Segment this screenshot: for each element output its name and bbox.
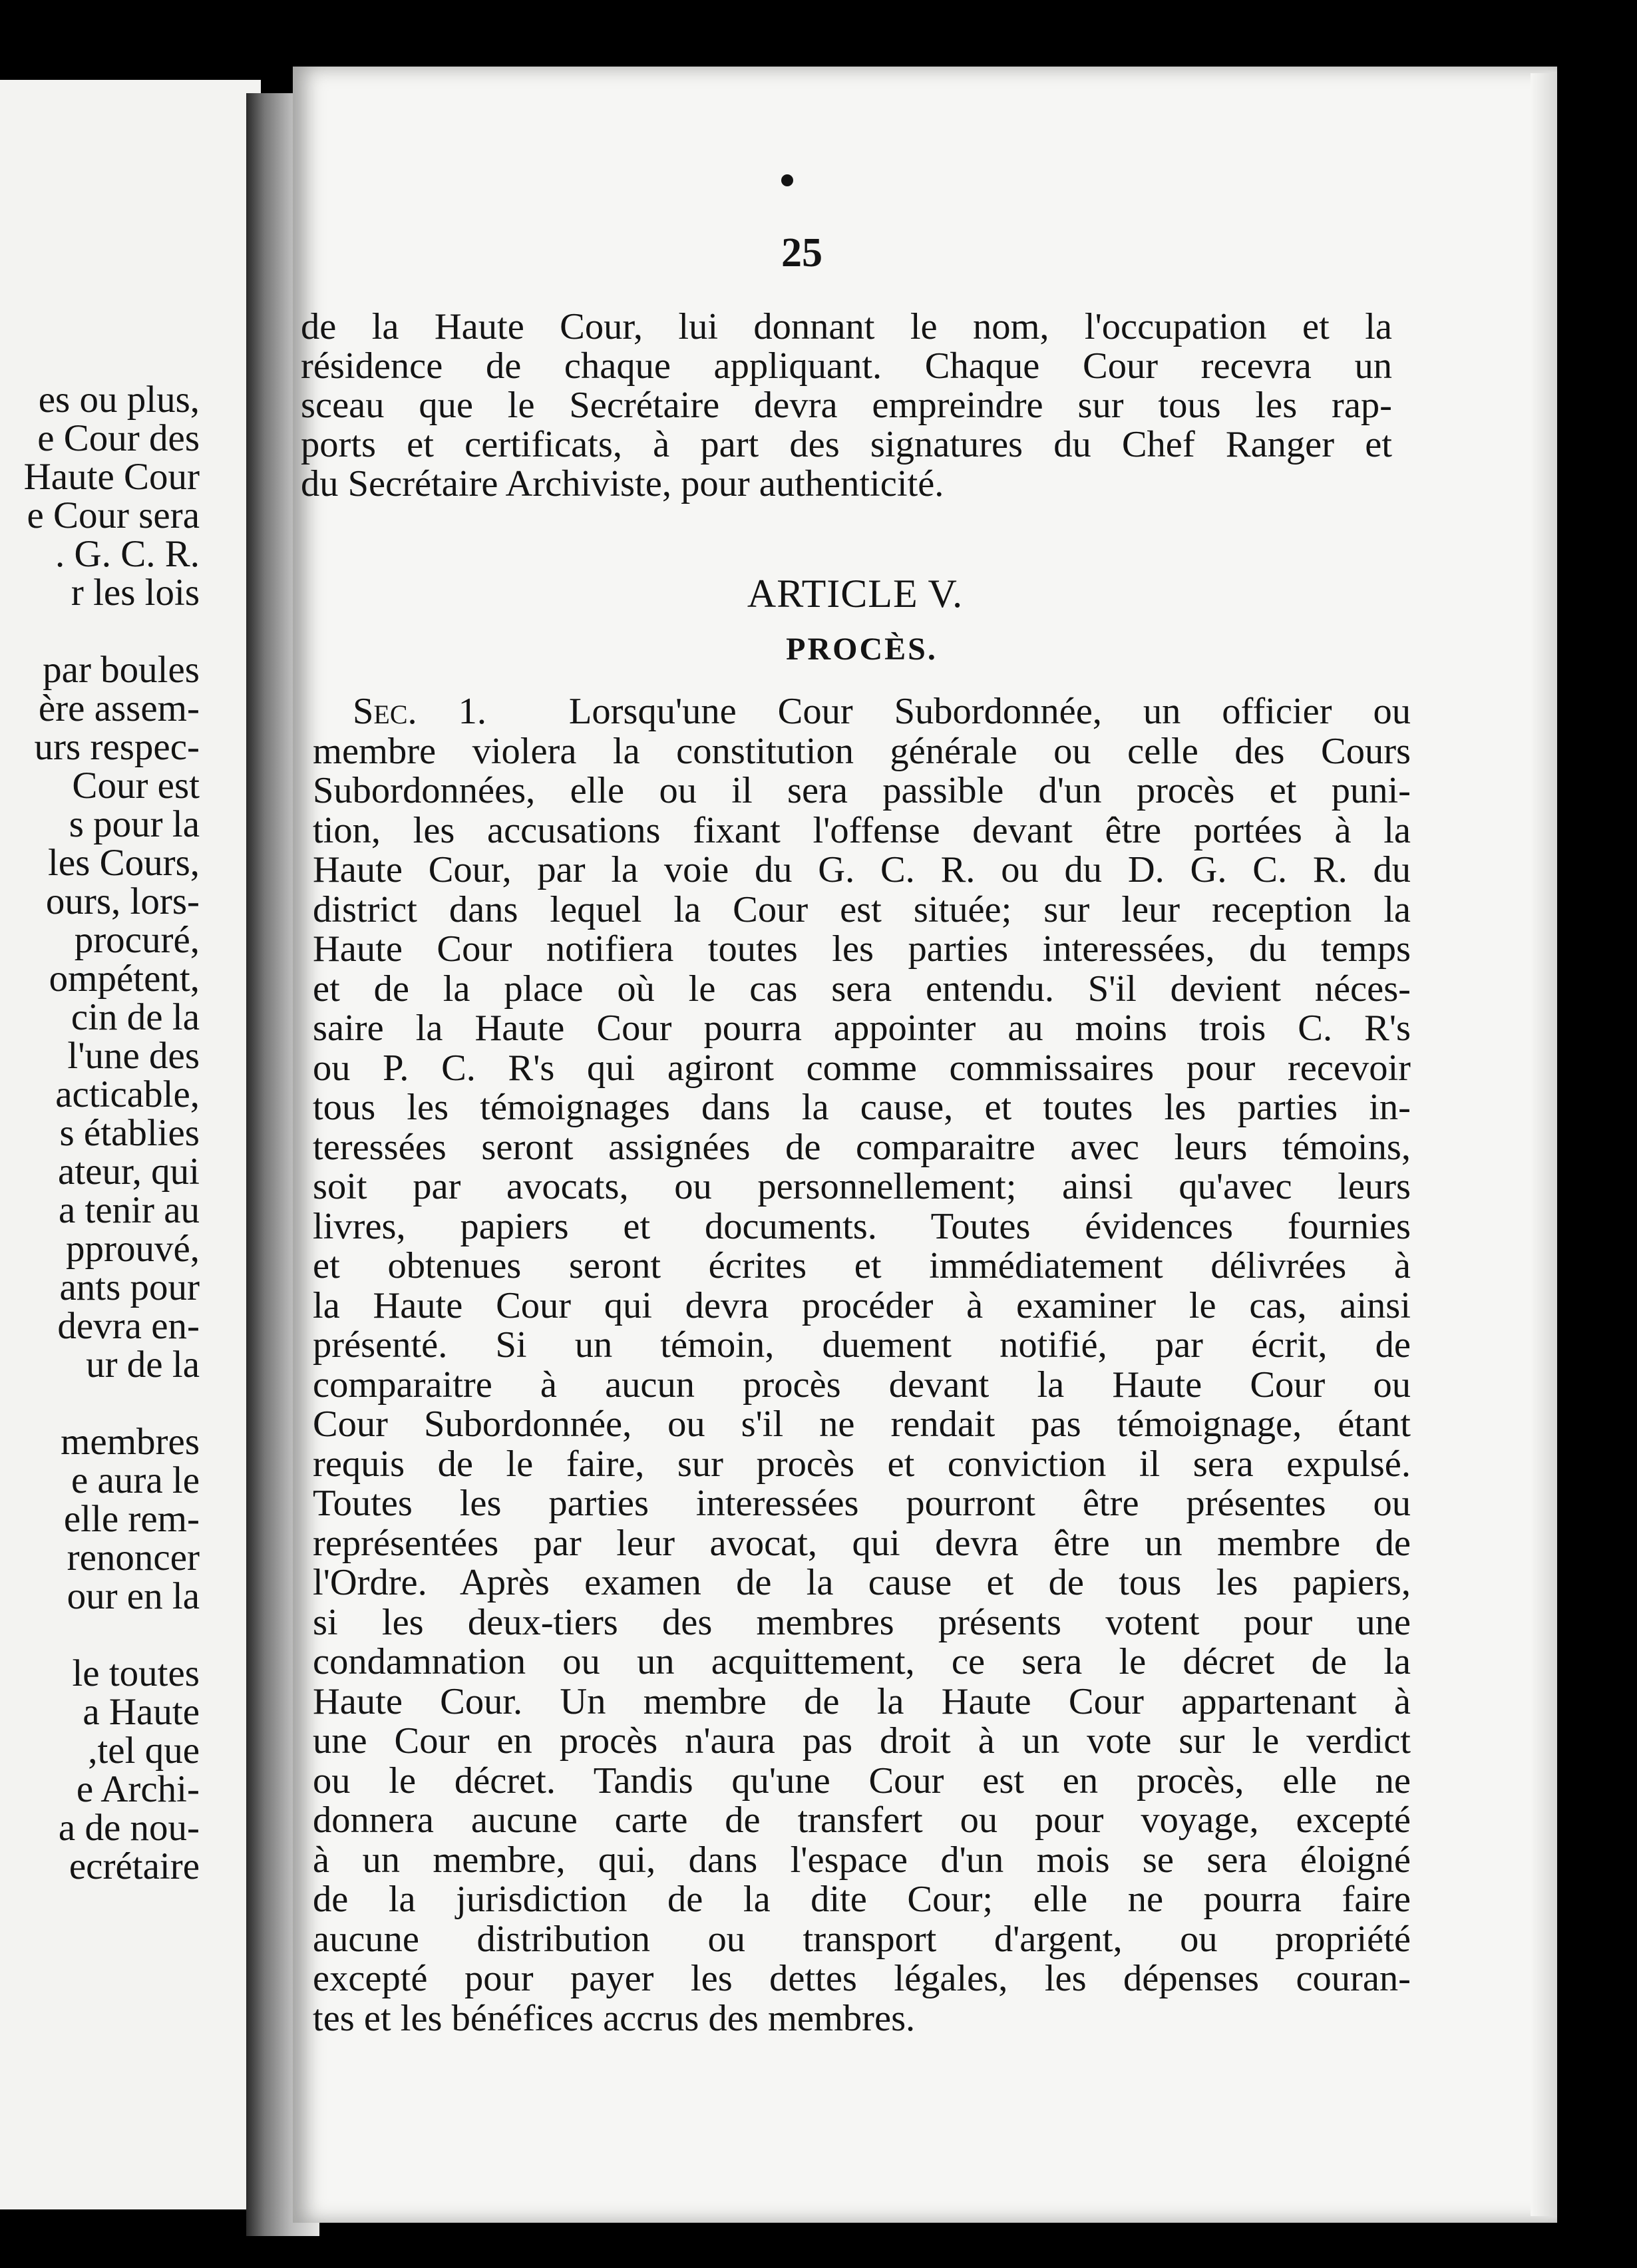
text-line: district dans lequel la Cour est située; sur leur reception la <box>313 888 1411 930</box>
text-line <box>313 692 1411 732</box>
intro-paragraph <box>301 307 1392 504</box>
text-line: Toutes les parties interessées pourront être présentes ou <box>313 1483 1411 1524</box>
left-page-line: ,tel que <box>88 1730 200 1772</box>
text-line: et obtenues seront écrites et immédiatement délivrées à <box>313 1245 1411 1286</box>
text-line: condamnation ou un acquittement, ce sera le décret de la <box>313 1641 1411 1682</box>
text-line: représentées par leur avocat, qui devra être un membre de <box>313 1522 1411 1564</box>
text-line: soit par avocats, ou personnellement; ainsi qu'avec leurs <box>313 1166 1411 1207</box>
text-line: si les deux-tiers des membres présents votent pour une <box>313 1601 1411 1643</box>
text-line: résidence de chaque appliquant. Chaque Cour recevra un <box>301 345 1392 387</box>
left-page-line: ants pour <box>59 1266 200 1308</box>
left-page-line: e Cour sera <box>27 494 200 536</box>
left-page-line: a de nou- <box>58 1807 200 1849</box>
left-page-line: cin de la <box>71 996 200 1038</box>
text-line: l'Ordre. Après examen de la cause et de tous les papiers, <box>313 1562 1411 1603</box>
text-line: livres, papiers et documents. Toutes évidences fournies <box>313 1205 1411 1247</box>
article-title: ARTICLE V. <box>747 572 964 616</box>
text-line: donnera aucune carte de transfert ou pour voyage, excepté <box>313 1799 1411 1841</box>
left-page-line: elle rem- <box>63 1498 200 1540</box>
article-subtitle: PROCÈS. <box>786 632 938 667</box>
text-line: tion, les accusations fixant l'offense devant être portées à la <box>313 809 1411 851</box>
left-page-line: ecrétaire <box>69 1845 200 1887</box>
left-page-line: Haute Cour <box>23 456 200 498</box>
left-page-line: renoncer <box>67 1537 200 1579</box>
text-line: Cour Subordonnée, ou s'il ne rendait pas témoignage, étant <box>313 1404 1411 1445</box>
left-page-line: urs respec- <box>34 726 200 768</box>
section-1-paragraph <box>313 692 1411 2038</box>
text-line: comparaitre à aucun procès devant la Haute Cour ou <box>313 1364 1411 1406</box>
left-page-line: e aura le <box>71 1459 200 1501</box>
text-line: de la jurisdiction de la dite Cour; elle ne pourra faire <box>313 1879 1411 1920</box>
left-page-line: pprouvé, <box>65 1228 200 1270</box>
left-page-line: ur de la <box>86 1344 200 1386</box>
text-line: ou P. C. R's qui agiront comme commissaires pour recevoir <box>313 1047 1411 1089</box>
left-page-line: ère assem- <box>38 687 200 729</box>
left-page-line: a Haute <box>83 1691 200 1733</box>
text-line: du Secrétaire Archiviste, pour authenticité. <box>301 463 944 504</box>
text-line: requis de le faire, sur procès et conviction il sera expulsé. <box>313 1443 1411 1485</box>
left-page-line: e Cour des <box>37 417 200 459</box>
text-line: ports et certificats, à part des signatures du Chef Ranger et <box>301 424 1392 465</box>
text-line: Haute Cour. Un membre de la Haute Cour appartenant à <box>313 1680 1411 1722</box>
left-page-line: les Cours, <box>48 842 200 884</box>
page-number: 25 <box>781 230 822 276</box>
left-page-line: r les lois <box>71 572 200 614</box>
page-edge <box>1531 73 1557 2216</box>
left-page-line: e Archi- <box>76 1768 200 1810</box>
left-page-line: devra en- <box>57 1305 200 1347</box>
section-first-line-text: Lorsqu'une Cour Subordonnée, un officier ou <box>568 691 1411 732</box>
text-line: aucune distribution ou transport d'argent, ou propriété <box>313 1918 1411 1960</box>
text-line: membre violera la constitution générale ou celle des Cours <box>313 730 1411 772</box>
text-line: Subordonnées, elle ou il sera passible d'un procès et puni- <box>313 770 1411 811</box>
left-page-line: le toutes <box>72 1652 200 1694</box>
text-line: Haute Cour, par la voie du G. C. R. ou du D. G. C. R. du <box>313 849 1411 890</box>
ink-dot <box>781 174 793 186</box>
text-line: une Cour en procès n'aura pas droit à un vote sur le verdict <box>313 1720 1411 1762</box>
left-page-fragment <box>0 80 261 2209</box>
left-page-line: procuré, <box>74 919 200 961</box>
text-line: teressées seront assignées de comparaitre avec leurs témoins, <box>313 1126 1411 1168</box>
left-page-line: . G. C. R. <box>55 533 200 575</box>
text-line: ou le décret. Tandis qu'une Cour est en procès, elle ne <box>313 1760 1411 1801</box>
text-line: la Haute Cour qui devra procéder à examiner le cas, ainsi <box>313 1284 1411 1326</box>
left-page-line: ateur, qui <box>58 1151 200 1193</box>
left-page-line: es ou plus, <box>38 379 200 421</box>
left-page-line: acticable, <box>55 1073 200 1115</box>
left-page-line: ours, lors- <box>45 880 200 922</box>
left-page-line: ompétent, <box>49 958 200 1000</box>
left-page-line: our en la <box>67 1575 200 1617</box>
section-label: Sec. 1. <box>353 691 486 732</box>
left-page-line: a tenir au <box>58 1189 200 1231</box>
text-line: de la Haute Cour, lui donnant le nom, l'occupation et la <box>301 306 1392 347</box>
text-line: Haute Cour notifiera toutes les parties interessées, du temps <box>313 928 1411 970</box>
text-line: présenté. Si un témoin, duement notifié, par écrit, de <box>313 1324 1411 1366</box>
text-line: et de la place où le cas sera entendu. S'il devient néces- <box>313 968 1411 1010</box>
text-line: sceau que le Secrétaire devra empreindre sur tous les rap- <box>301 385 1392 426</box>
left-page-line: l'une des <box>67 1035 200 1077</box>
text-line: tous les témoignages dans la cause, et toutes les parties in- <box>313 1087 1411 1128</box>
left-page-line: membres <box>61 1421 200 1463</box>
text-line: tes et les bénéfices accrus des membres. <box>313 1997 916 2039</box>
left-page-line: Cour est <box>72 765 200 807</box>
text-line: saire la Haute Cour pourra appointer au moins trois C. R's <box>313 1008 1411 1049</box>
text-line: excepté pour payer les dettes légales, les dépenses couran- <box>313 1958 1411 1999</box>
text-line: à un membre, qui, dans l'espace d'un mois se sera éloigné <box>313 1839 1411 1881</box>
left-page-line: par boules <box>43 649 200 691</box>
left-page-line: s établies <box>59 1112 200 1154</box>
left-page-line: s pour la <box>69 803 200 845</box>
